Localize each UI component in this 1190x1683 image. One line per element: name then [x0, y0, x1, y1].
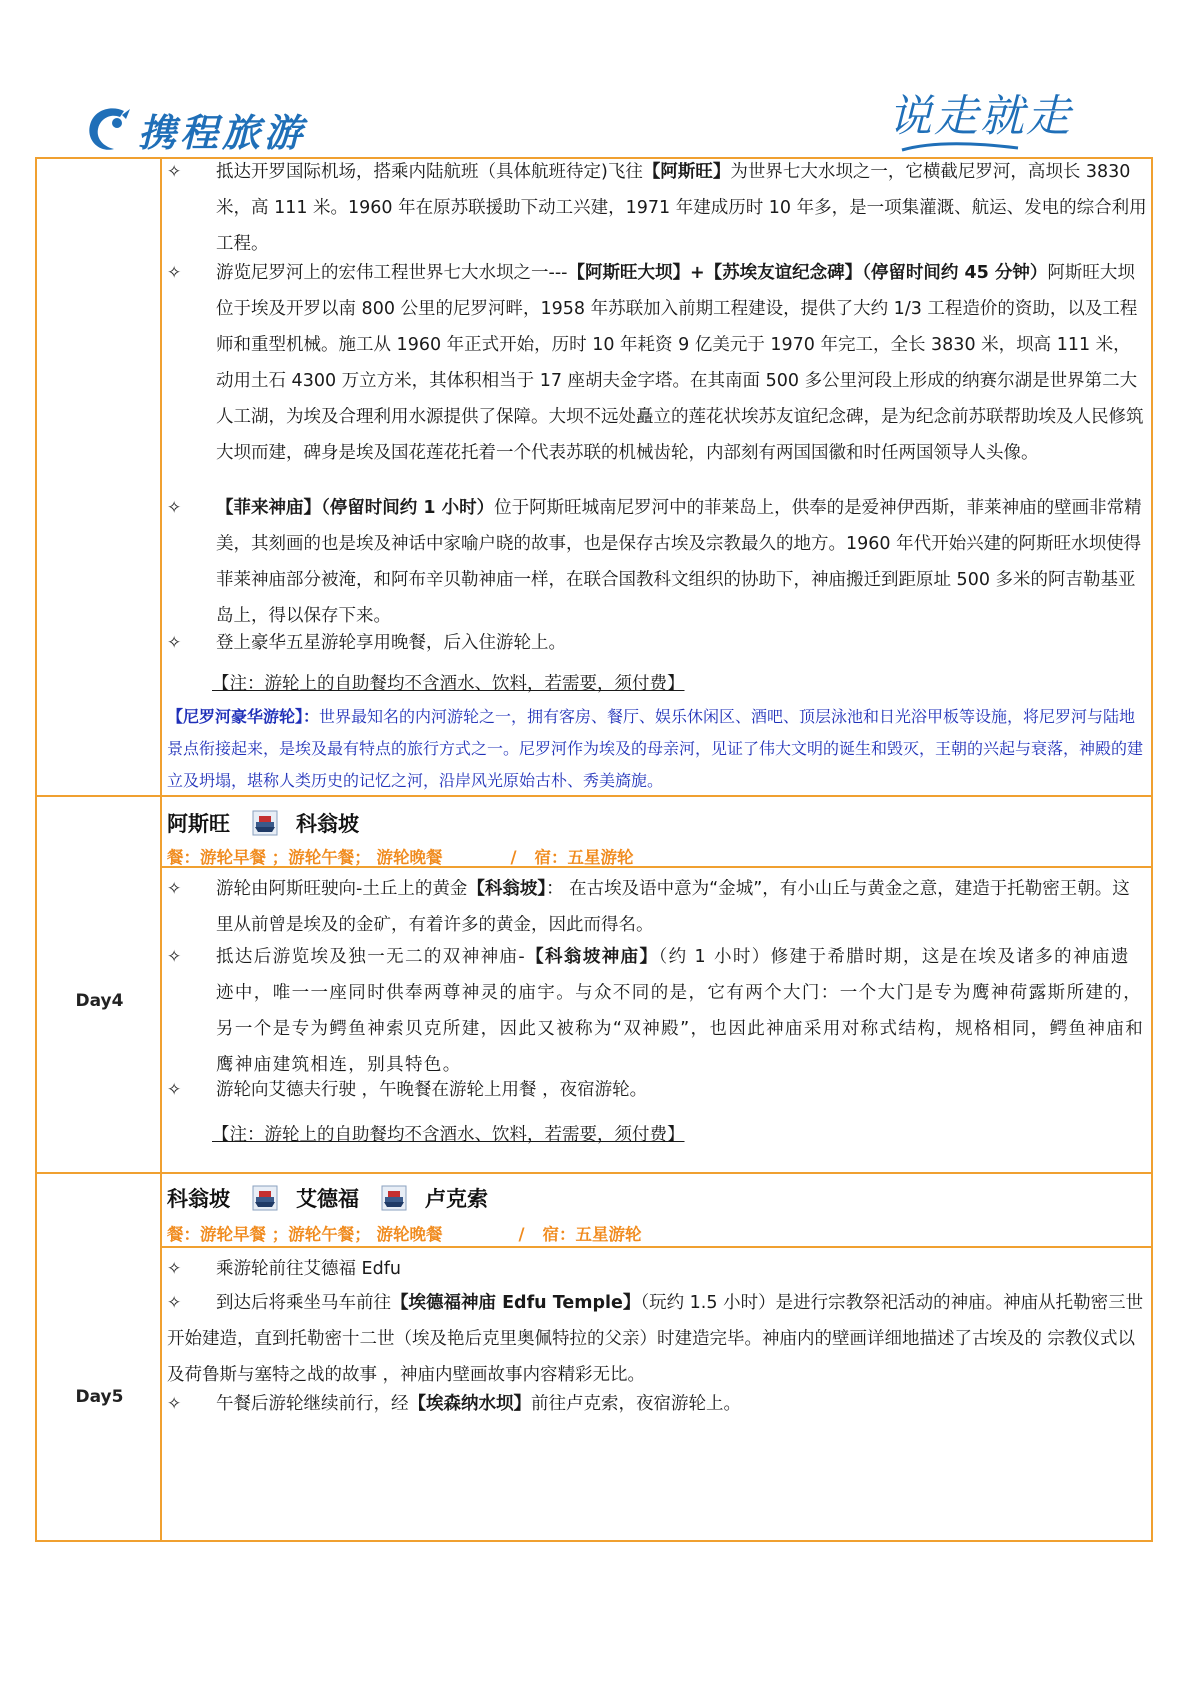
item-text: 前往卢克索，夜宿游轮上。 — [531, 1394, 741, 1414]
cruise-ship-icon — [381, 1185, 407, 1211]
item-text: （玩约 1.5 小时）是进行宗教祭祀活动的神庙。神庙从托勒密三世开始建造，直到托勒密十二世（埃及艳后克里奥佩特拉的父亲）时建造完毕。神庙内的壁画详细地描述了古埃及的 宗教仪式以及荷鲁斯与塞特之战的故事 ，神庙内壁画故事内容精彩无比。 — [167, 1293, 1144, 1385]
meals-lodging — [167, 1221, 642, 1245]
cruise-description — [167, 701, 1147, 797]
item-text: 位于阿斯旺城南尼罗河中的菲莱岛上，供奉的是爱神伊西斯，菲莱神庙的壁画非常精美，其刻画的也是埃及神话中家喻户晓的故事，也是保存古埃及宗教最久的地方。1960 年代开始兴建的阿斯旺水坝使得菲莱神庙部分被淹，和阿布辛贝勒神庙一样，在联合国教科文组织的协助下，神庙搬迁到距原址 500 多米的阿吉勒基亚岛上，得以保存下来。 — [216, 498, 1142, 626]
bullet-star-icon: ✧ — [167, 633, 182, 653]
day-label: Day5 — [75, 1387, 124, 1407]
bullet-star-icon: ✧ — [167, 162, 182, 182]
cruise-text: 世界最知名的内河游轮之一，拥有客房、餐厅、娱乐休闲区、酒吧、顶层泳池和日光浴甲板等设施，将尼罗河与陆地景点衔接起来，是埃及最有特点的旅行方式之一。尼罗河作为埃及的母亲河，见证了伟大文明的诞生和毁灭，王朝的兴起与衰落，神殿的建立及坍塌，堪称人类历史的记忆之河，沿岸风光原始古朴、秀美旖旎。 — [167, 707, 1144, 790]
item-text: 登上豪华五星游轮享用晚餐，后入住游轮上。 — [216, 633, 566, 653]
itinerary-item — [167, 154, 1147, 262]
day-route — [167, 808, 359, 838]
bullet-star-icon: ✧ — [167, 498, 182, 518]
brand-name: 携程旅游 — [138, 110, 307, 155]
item-text: 游轮向艾德夫行驶 ，午晚餐在游轮上用餐 ，夜宿游轮。 — [216, 1080, 648, 1100]
slogan-calligraphy: 说走就走 — [888, 91, 1072, 142]
day-route — [167, 1183, 488, 1213]
bullet-star-icon: ✧ — [167, 263, 182, 283]
item-text: 午餐后游轮继续前行，经 — [216, 1394, 409, 1414]
itinerary-item — [167, 490, 1147, 634]
day-column — [37, 159, 162, 1540]
item-text: 为世界七大水坝之一，它横截尼罗河，高坝长 3830 米，高 111 米。1960 年在原苏联援助下动工兴建，1971 年建成历时 10 年多，是一项集灌溉、航运、发电的综合利用工程。 — [216, 162, 1147, 254]
itinerary-item — [167, 625, 1147, 661]
bullet-star-icon: ✧ — [167, 879, 182, 899]
item-text: 游轮由阿斯旺驶向-土丘上的黄金 — [216, 879, 468, 899]
item-text: （约 1 小时）修建于希腊时期，这是在埃及诸多的神庙遗迹中，唯一一座同时供奉两尊神灵的庙宇。与众不同的是，它有两个大门：一个大门是专为鹰神荷露斯所建的，另一个是专为鳄鱼神索贝克所建，因此又被称为“双神殿”，也因此神庙采用对称式结构，规格相同，鳄鱼神庙和鹰神庙建筑相连，别具特色。 — [216, 947, 1145, 1075]
itinerary-item — [167, 939, 1147, 1083]
item-text: 阿斯旺大坝位于埃及开罗以南 800 公里的尼罗河畔，1958 年苏联加入前期工程建设，提供了大约 1/3 工程造价的资助，以及工程师和重型机械。施工从 1960 年正式开始，历时 10 年耗资 9 亿美元于 1970 年完工，全长 3830 米，坝高 111 米，动用土石 4300 万立方米，其体积相当于 17 座胡夫金字塔。在其南面 500 多公里河段上形成的纳赛尔湖是世界第二大人工湖，为埃及合理利用水源提供了保障。大坝不远处矗立的莲花状埃苏友谊纪念碑，是为纪念前苏联帮助埃及人民修筑大坝而建，碑身是埃及国花莲花托着一个代表苏联的机械齿轮，内部刻有两国国徽和时任两国领导人头像。 — [216, 263, 1144, 463]
lodging-text: 宿：五星游轮 — [534, 848, 634, 867]
item-highlight: 【埃德福神庙 Edfu Temple】 — [391, 1293, 641, 1313]
route-stop: 科翁坡 — [296, 812, 359, 836]
cruise-ship-icon — [252, 1185, 278, 1211]
route-stop: 艾德福 — [296, 1187, 359, 1211]
page-header — [0, 0, 1190, 160]
separator: / — [518, 1225, 525, 1244]
itinerary-table — [35, 157, 1153, 1542]
lodging-text: 宿：五星游轮 — [542, 1225, 642, 1244]
meals-text: 餐：游轮早餐 ；游轮午餐； 游轮晚餐 — [167, 848, 443, 867]
item-text: ： 在古埃及语中意为“金城”，有小山丘与黄金之意，建造于托勒密王朝。这里从前曾是埃及的金矿，有着许多的黄金，因此而得名。 — [216, 879, 1130, 935]
bullet-star-icon: ✧ — [167, 1394, 182, 1414]
item-text: 抵达开罗国际机场，搭乘内陆航班（具体航班待定)飞往 — [216, 162, 643, 182]
dolphin-logo-icon — [84, 103, 132, 155]
item-text: 到达后将乘坐马车前往 — [216, 1293, 391, 1313]
item-text: 游览尼罗河上的宏伟工程世界七大水坝之一--- — [216, 263, 568, 283]
itinerary-item — [167, 871, 1147, 943]
item-highlight: 【科翁坡神庙】 — [526, 947, 659, 967]
item-highlight: 【菲来神庙】（停留时间约 1 小时） — [216, 498, 495, 518]
dining-note: 【注：游轮上的自助餐均不含酒水、饮料，若需要，须付费】 — [212, 1125, 685, 1145]
bullet-star-icon: ✧ — [167, 1080, 182, 1100]
route-stop: 科翁坡 — [167, 1187, 230, 1211]
slogan-swoosh-icon — [900, 140, 1020, 154]
bullet-star-icon: ✧ — [167, 1293, 182, 1313]
itinerary-item — [167, 1285, 1147, 1393]
bullet-star-icon: ✧ — [167, 1259, 182, 1279]
itinerary-item — [167, 1386, 1147, 1422]
header-divider — [162, 1246, 1151, 1248]
item-highlight: 【阿斯旺】 — [642, 162, 731, 182]
itinerary-item — [167, 1072, 1147, 1108]
cruise-ship-icon — [252, 810, 278, 836]
meals-text: 餐：游轮早餐 ；游轮午餐； 游轮晚餐 — [167, 1225, 443, 1244]
brand-logo — [84, 100, 306, 158]
item-highlight: 【科翁坡】 — [467, 879, 547, 899]
item-highlight: 【阿斯旺大坝】+【苏埃友谊纪念碑】（停留时间约 45 分钟） — [567, 263, 1048, 283]
route-stop: 阿斯旺 — [167, 812, 230, 836]
item-text: 抵达后游览埃及独一无二的双神神庙- — [216, 947, 527, 967]
route-stop: 卢克索 — [425, 1187, 488, 1211]
separator: / — [510, 848, 517, 867]
dining-note: 【注：游轮上的自助餐均不含酒水、饮料，若需要，须付费】 — [212, 674, 685, 694]
item-text: 乘游轮前往艾德福 Edfu — [216, 1259, 401, 1279]
itinerary-item — [167, 255, 1147, 471]
item-highlight: 【埃森纳水坝】 — [408, 1394, 531, 1414]
cruise-title: 【尼罗河豪华游轮】： — [167, 707, 320, 726]
day-label: Day4 — [75, 991, 124, 1011]
row-divider — [37, 1172, 1151, 1174]
bullet-star-icon: ✧ — [167, 947, 182, 967]
itinerary-item — [167, 1251, 1147, 1287]
meals-lodging — [167, 844, 634, 868]
